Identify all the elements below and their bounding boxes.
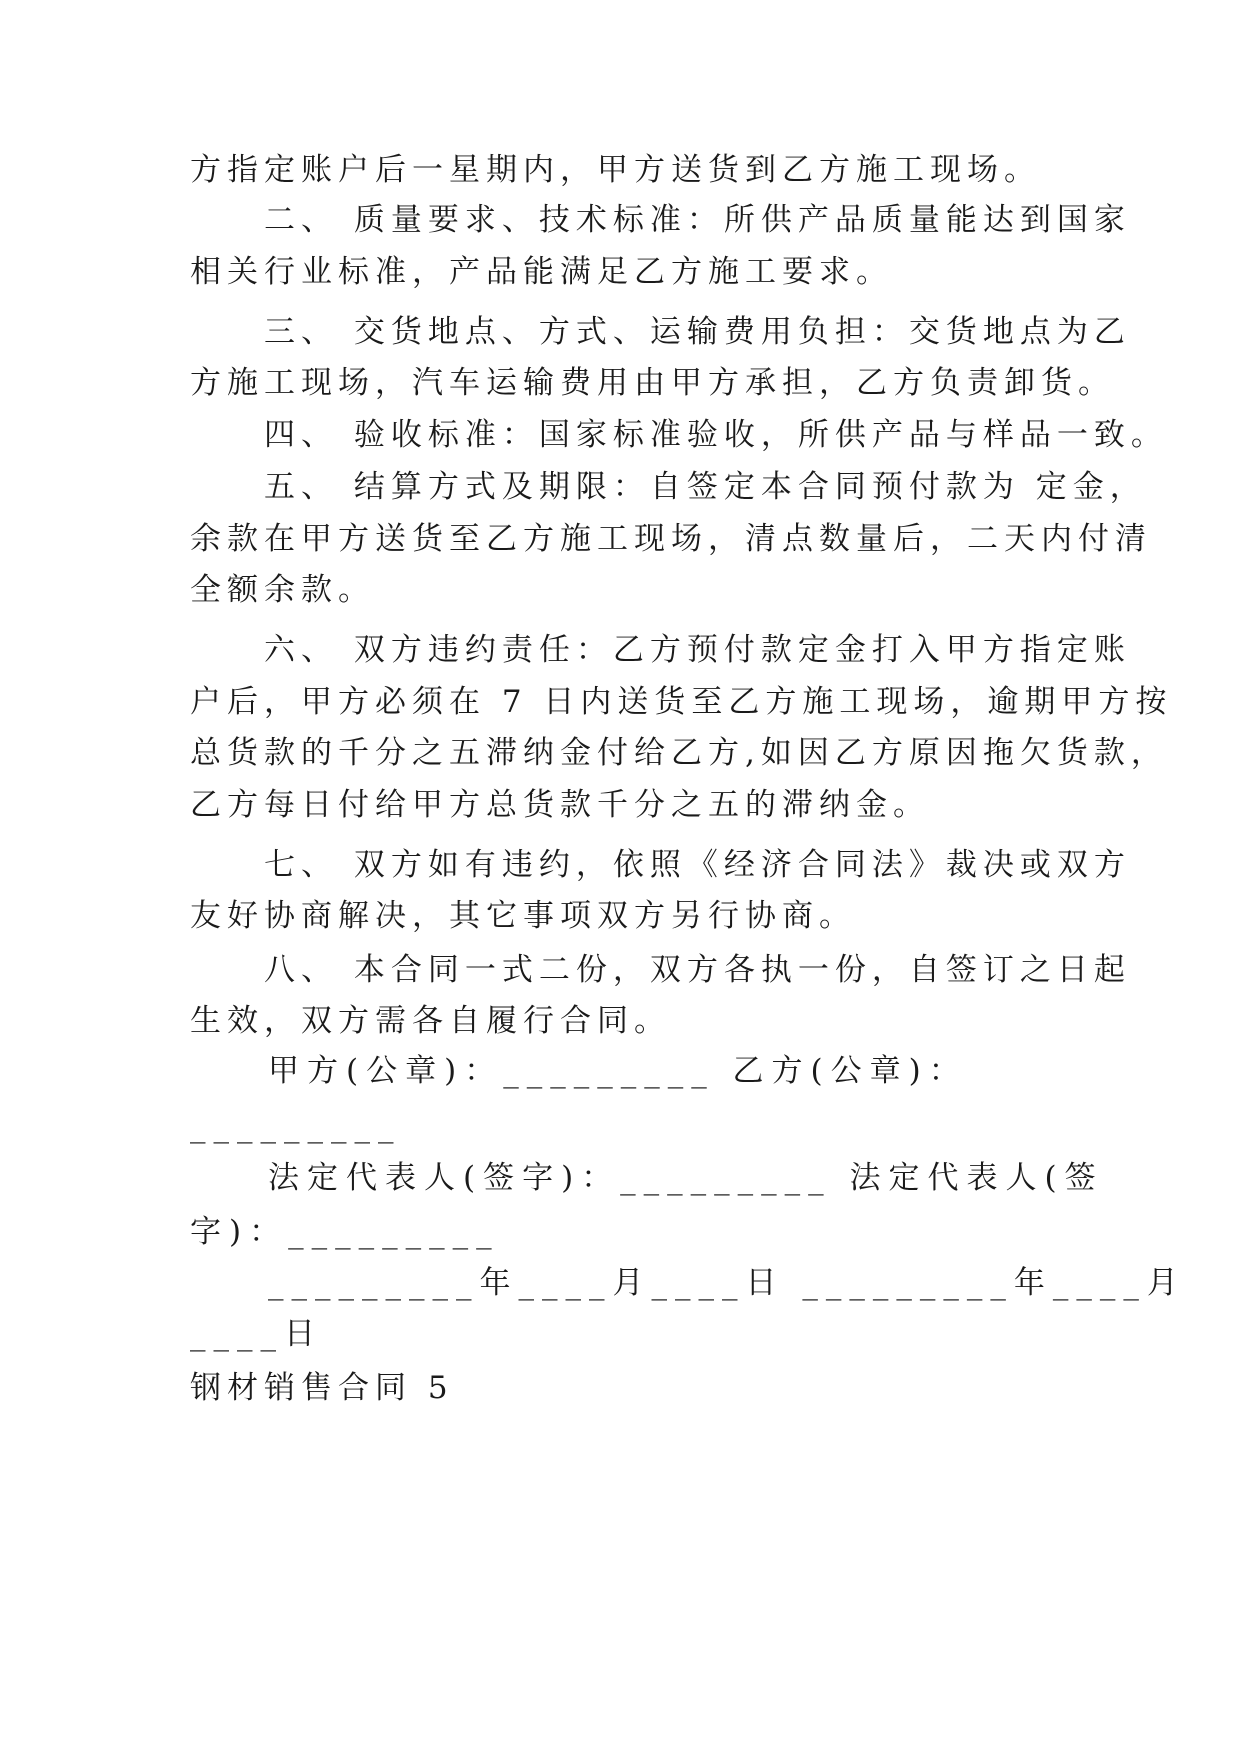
clause-6-line: 六、 双方违约责任：乙方预付款定金打入甲方指定账 [190, 632, 1131, 668]
representative-line: 法定代表人(签字)：_________ 法定代表人(签 [190, 1160, 1104, 1196]
clause-2-line: 二、 质量要求、技术标准：所供产品质量能达到国家 [190, 202, 1131, 238]
section-title: 钢材销售合同 5 [190, 1370, 454, 1406]
text-line: 全额余款。 [190, 572, 375, 608]
text-line: 余款在甲方送货至乙方施工现场，清点数量后，二天内付清 [190, 521, 1152, 557]
text-line: 友好协商解决，其它事项双方另行协商。 [190, 898, 856, 934]
party-seal-line: 甲方(公章)：_________ 乙方(公章)： [190, 1053, 968, 1089]
text-line: 乙方每日付给甲方总货款千分之五的滞纳金。 [190, 787, 930, 823]
text-line: 相关行业标准，产品能满足乙方施工要求。 [190, 254, 893, 290]
text-line: 户后，甲方必须在 7 日内送货至乙方施工现场，逾期甲方按 [190, 684, 1173, 720]
date-line: _________年____月____日 _________年____月 [190, 1265, 1186, 1301]
text-line: 方施工现场，汽车运输费用由甲方承担，乙方负责卸货。 [190, 365, 1115, 401]
text-line: 方指定账户后一星期内，甲方送货到乙方施工现场。 [190, 152, 1041, 188]
clause-4-line: 四、 验收标准：国家标准验收，所供产品与样品一致。 [190, 417, 1168, 453]
representative-blank: 字)：_________ [190, 1214, 500, 1250]
clause-7-line: 七、 双方如有违约，依照《经济合同法》裁决或双方 [190, 847, 1131, 883]
clause-3-line: 三、 交货地点、方式、运输费用负担：交货地点为乙 [190, 314, 1131, 350]
text-line: 总货款的千分之五滞纳金付给乙方,如因乙方原因拖欠货款， [190, 735, 1168, 771]
text-line: 生效，双方需各自履行合同。 [190, 1003, 671, 1039]
date-line-end: ____日 [190, 1316, 323, 1352]
party-seal-blank: _________ [190, 1108, 402, 1144]
clause-8-line: 八、 本合同一式二份，双方各执一份，自签订之日起 [190, 952, 1131, 988]
clause-5-line: 五、 结算方式及期限：自签定本合同预付款为 定金， [190, 469, 1147, 505]
